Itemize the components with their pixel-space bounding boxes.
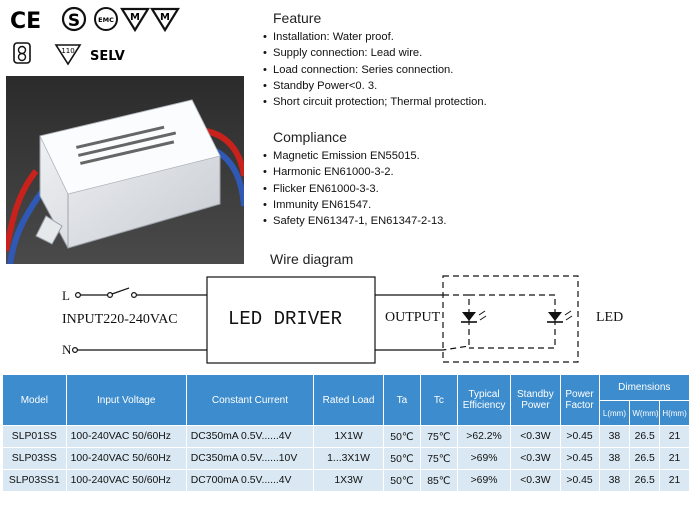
cell-ta: 50℃ xyxy=(383,426,420,448)
transformer-mark-icon xyxy=(14,43,30,63)
feature-item: • Supply connection: Lead wire. xyxy=(263,45,487,61)
certification-icons xyxy=(8,6,258,70)
header-rated-load: Rated Load xyxy=(314,375,384,426)
spec-table xyxy=(2,374,690,492)
header-tc: Tc xyxy=(420,375,457,426)
compliance-list xyxy=(263,148,447,229)
l-label: L xyxy=(62,288,70,303)
cell-standby: <0.3W xyxy=(511,426,560,448)
header-ta: Ta xyxy=(383,375,420,426)
cell-input: 100-240VAC 50/60Hz xyxy=(66,470,186,492)
cell-current: DC350mA 0.5V......10V xyxy=(186,448,313,470)
cell-model: SLP01SS xyxy=(3,426,67,448)
table-row xyxy=(3,470,690,492)
cell-efficiency: >69% xyxy=(457,448,510,470)
cell-height: 21 xyxy=(660,426,690,448)
cell-standby: <0.3W xyxy=(511,470,560,492)
cell-power-factor: >0.45 xyxy=(560,470,599,492)
n-line xyxy=(73,348,207,353)
cell-load: 1...3X1W xyxy=(314,448,384,470)
cell-power-factor: >0.45 xyxy=(560,426,599,448)
compliance-item: • Magnetic Emission EN55015. xyxy=(263,148,447,164)
compliance-item: • Safety EN61347-1, EN61347-2-13. xyxy=(263,213,447,229)
wire-diagram-title: Wire diagram xyxy=(270,251,354,267)
cell-current: DC350mA 0.5V......4V xyxy=(186,426,313,448)
cell-tc: 75℃ xyxy=(420,426,457,448)
product-photo xyxy=(6,76,244,264)
emc-mark-text: EMC xyxy=(98,16,114,24)
emc-mark-icon xyxy=(95,8,117,30)
led-driver-image xyxy=(6,76,244,264)
selv-label: SELV xyxy=(90,49,125,64)
cell-model: SLP03SS1 xyxy=(3,470,67,492)
s-mark-text: S xyxy=(67,11,81,31)
mm-triangle-mark-icon xyxy=(152,9,178,30)
compliance-item: • Flicker EN61000-3-3. xyxy=(263,181,447,197)
cell-efficiency: >69% xyxy=(457,470,510,492)
cell-input: 100-240VAC 50/60Hz xyxy=(66,448,186,470)
header-input-voltage: Input Voltage xyxy=(66,375,186,426)
feature-title: Feature xyxy=(273,10,322,26)
cell-width: 26.5 xyxy=(630,448,660,470)
temperature-mark-number: 110 xyxy=(61,47,75,55)
led-label: LED xyxy=(596,310,624,325)
cell-width: 26.5 xyxy=(630,426,660,448)
cell-current: DC700mA 0.5V......4V xyxy=(186,470,313,492)
header-dimensions: Dimensions xyxy=(599,375,689,401)
header-constant-current: Constant Current xyxy=(186,375,313,426)
cell-length: 38 xyxy=(599,448,630,470)
input-voltage-label: INPUT220-240VAC xyxy=(62,312,178,327)
cell-width: 26.5 xyxy=(630,470,660,492)
header-height: H(mm) xyxy=(660,401,690,426)
cell-efficiency: >62.2% xyxy=(457,426,510,448)
cell-model: SLP03SS xyxy=(3,448,67,470)
l-line xyxy=(76,288,207,297)
feature-item: • Load connection: Series connection. xyxy=(263,62,487,78)
certification-marks xyxy=(8,6,258,70)
feature-list xyxy=(263,29,487,110)
m-mark-text-2: M xyxy=(160,12,170,23)
led-diode-icon-1 xyxy=(461,311,486,322)
n-label: N xyxy=(62,342,72,357)
cell-tc: 85℃ xyxy=(420,470,457,492)
led-driver-label: LED DRIVER xyxy=(228,308,343,330)
compliance-item: • Harmonic EN61000-3-2. xyxy=(263,164,447,180)
cell-input: 100-240VAC 50/60Hz xyxy=(66,426,186,448)
ce-mark-icon xyxy=(10,9,41,34)
cell-length: 38 xyxy=(599,470,630,492)
cell-load: 1X3W xyxy=(314,470,384,492)
m-triangle-mark-icon xyxy=(122,9,148,30)
cell-height: 21 xyxy=(660,470,690,492)
header-typical-efficiency: Typical Efficiency xyxy=(457,375,510,426)
ce-mark-text: CE xyxy=(10,9,42,34)
cell-tc: 75℃ xyxy=(420,448,457,470)
cell-ta: 50℃ xyxy=(383,470,420,492)
header-power-factor: Power Factor xyxy=(560,375,599,426)
header-standby-power: Standby Power xyxy=(511,375,560,426)
compliance-item: • Immunity EN61547. xyxy=(263,197,447,213)
feature-item: • Short circuit protection; Thermal protection. xyxy=(263,94,487,110)
output-label: OUTPUT xyxy=(385,310,441,325)
header-model: Model xyxy=(3,375,67,426)
header-width: W(mm) xyxy=(630,401,660,426)
table-row xyxy=(3,426,690,448)
m-mark-text-1: M xyxy=(130,12,140,23)
temperature-mark-icon xyxy=(56,45,80,64)
s-mark-icon xyxy=(63,8,85,31)
led-load xyxy=(443,276,578,362)
cell-power-factor: >0.45 xyxy=(560,448,599,470)
header-length: L(mm) xyxy=(599,401,630,426)
table-row xyxy=(3,448,690,470)
cell-standby: <0.3W xyxy=(511,448,560,470)
switch-icon xyxy=(112,288,129,294)
cell-ta: 50℃ xyxy=(383,448,420,470)
cell-length: 38 xyxy=(599,426,630,448)
feature-item: • Installation: Water proof. xyxy=(263,29,487,45)
led-diode-icon-2 xyxy=(547,311,572,322)
cell-height: 21 xyxy=(660,448,690,470)
feature-item: • Standby Power<0. 3. xyxy=(263,78,487,94)
cell-load: 1X1W xyxy=(314,426,384,448)
compliance-title: Compliance xyxy=(273,129,347,145)
